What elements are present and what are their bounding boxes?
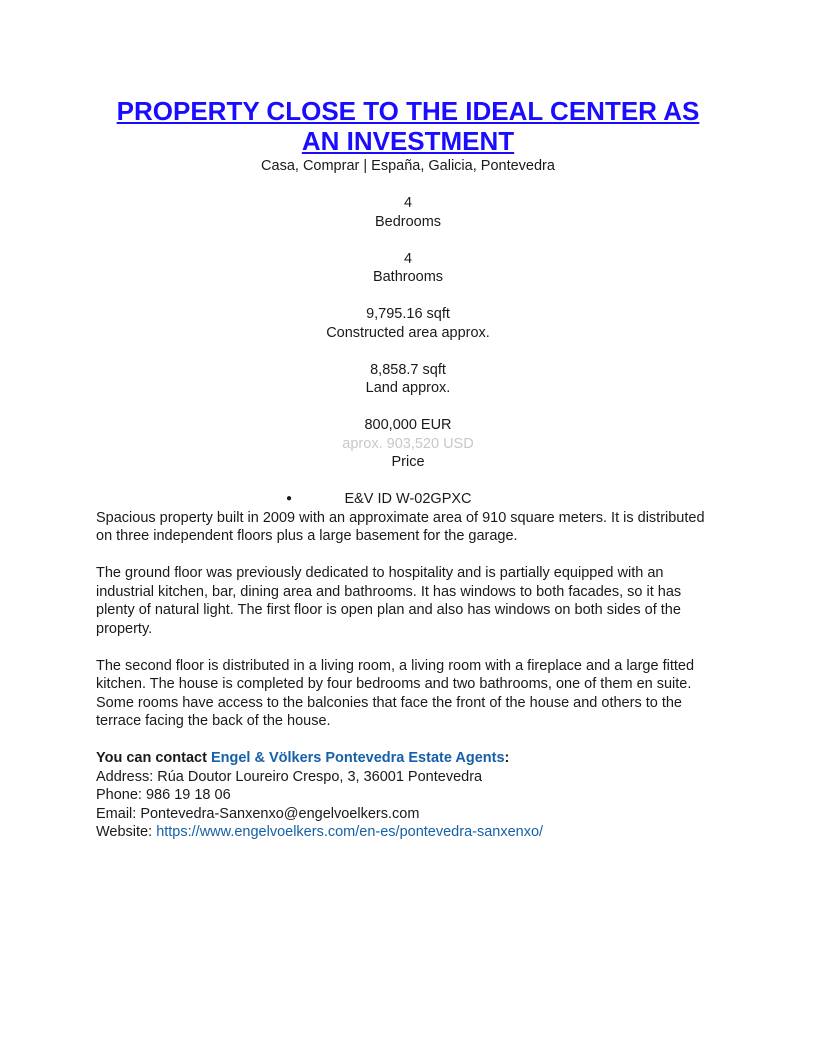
contact-intro: You can contact (96, 750, 211, 766)
property-subtitle: Casa, Comprar | España, Galicia, Pontevedra (261, 158, 555, 174)
contact-website (96, 823, 720, 842)
contact-email: Email: Pontevedra-Sanxenxo@engelvoelkers.com (96, 805, 420, 822)
website-label: Website: (96, 824, 157, 840)
title-line-1: PROPERTY CLOSE TO THE IDEAL CENTER AS (116, 96, 700, 126)
property-title-link[interactable] (96, 96, 720, 156)
bedrooms-value: 4 (403, 195, 413, 211)
title-line-2: AN INVESTMENT (301, 126, 515, 156)
stat-bathrooms (96, 250, 720, 287)
land-area-label: Land approx. (365, 380, 451, 396)
contact-address: Address: Rúa Doutor Loureiro Crespo, 3, 36001 Pontevedra (96, 768, 483, 785)
stat-bedrooms (96, 194, 720, 231)
description-paragraph-3: The second floor is distributed in a living room, a living room with a fireplace and a large fitted kitchen. The house is completed by four bedrooms and two bathrooms, one of them en suite. Some rooms have access to the balconies that face the front of the house and others to the terrace facing the back of the house. (96, 657, 695, 729)
stat-price (96, 416, 720, 472)
contact-heading (96, 749, 720, 768)
constructed-area-value: 9,795.16 sqft (366, 306, 450, 322)
contact-colon: : (504, 750, 510, 766)
bathrooms-label: Bathrooms (372, 269, 444, 285)
description (96, 509, 720, 842)
stat-land-area (96, 361, 720, 398)
ev-id: E&V ID W-02GPXC (344, 491, 472, 507)
price-approx-usd: aprox. 903,520 USD (342, 435, 474, 452)
price-label: Price (391, 454, 425, 470)
stat-constructed-area (96, 305, 720, 342)
agent-link[interactable]: Engel & Völkers Pontevedra Estate Agents (210, 750, 505, 766)
bedrooms-label: Bedrooms (374, 213, 442, 230)
document-page (96, 96, 720, 842)
description-paragraph-1: Spacious property built in 2009 with an approximate area of 910 square meters. It is distributed on three independent floors plus a large basement for the garage. (96, 509, 705, 544)
ev-id-list-item (96, 490, 720, 509)
bullet-icon: ● (286, 493, 293, 504)
contact-phone: Phone: 986 19 18 06 (96, 787, 231, 803)
bathrooms-value: 4 (403, 250, 413, 267)
constructed-area-label: Constructed area approx. (326, 324, 490, 341)
price-value: 800,000 EUR (364, 417, 452, 433)
land-area-value: 8,858.7 sqft (370, 361, 446, 378)
description-paragraph-2: The ground floor was previously dedicated to hospitality and is partially equipped with an industrial kitchen, bar, dining area and bathrooms. It has windows to both facades, so it has plenty of natural light. The first floor is open plan and also has windows on both sides of the property. (96, 565, 682, 637)
website-link[interactable]: https://www.engelvoelkers.com/en-es/pontevedra-sanxenxo/ (156, 824, 544, 840)
